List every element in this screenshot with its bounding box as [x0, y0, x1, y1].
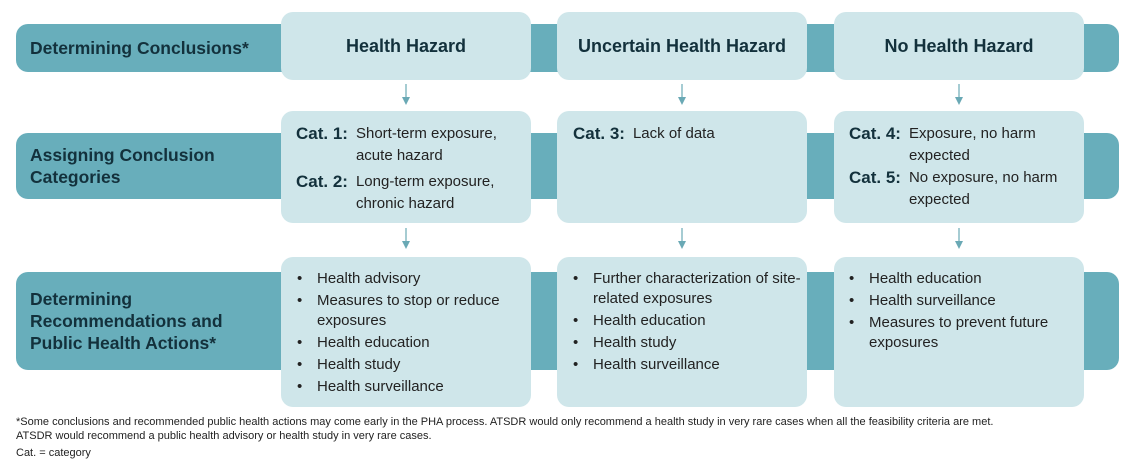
row-label-conclusions: Determining Conclusions*	[30, 38, 249, 58]
category-1-text: Short-term exposure, acute hazard	[355, 125, 497, 164]
category-2-key: Cat. 2:	[296, 172, 348, 191]
list-item: • Health study	[293, 355, 525, 375]
row-label-categories: Assigning Conclusion Categories	[30, 145, 215, 187]
category-3-key: Cat. 3:	[573, 124, 625, 143]
footnote-line-2: ATSDR would recommend a public health advisory or health study in very rare cases.	[16, 430, 432, 442]
category-3	[573, 123, 798, 145]
actions-list-no-hazard	[845, 269, 1077, 355]
category-1-key: Cat. 1:	[296, 124, 348, 143]
list-item: • Further characterization of site-related exposures	[569, 269, 801, 309]
list-item: • Health study	[569, 333, 801, 353]
list-item: • Health education	[293, 333, 525, 353]
list-item: • Health education	[569, 311, 801, 331]
down-arrow-icon	[677, 228, 687, 250]
down-arrow-icon	[954, 84, 964, 106]
list-item: • Health education	[845, 269, 1077, 289]
list-item: • Health surveillance	[845, 291, 1077, 311]
category-5-text: No exposure, no harm expected	[908, 169, 1058, 208]
category-4-key: Cat. 4:	[849, 124, 901, 143]
category-2	[296, 171, 521, 215]
column-title-uncertain-hazard: Uncertain Health Hazard	[577, 35, 787, 56]
list-item: • Health surveillance	[293, 377, 525, 397]
down-arrow-icon	[401, 228, 411, 250]
column-title-no-hazard: No Health Hazard	[884, 35, 1034, 56]
category-4	[849, 123, 1074, 167]
category-5-key: Cat. 5:	[849, 168, 901, 187]
category-1	[296, 123, 521, 167]
category-2-text: Long-term exposure, chronic hazard	[355, 173, 495, 212]
category-4-text: Exposure, no harm expected	[908, 125, 1036, 164]
list-item: • Health advisory	[293, 269, 525, 289]
list-item: • Measures to prevent future exposures	[845, 313, 1077, 353]
category-5	[849, 167, 1074, 211]
column-title-health-hazard: Health Hazard	[345, 35, 467, 56]
category-3-text: Lack of data	[632, 125, 715, 142]
footnote-line-1: *Some conclusions and recommended public health actions may come early in the PHA process. ATSDR would only recommend a health study in very rare cases when all the feasibility criteria are met.	[16, 416, 994, 428]
list-item: • Measures to stop or reduce exposures	[293, 291, 525, 331]
actions-list-health-hazard	[293, 269, 525, 399]
down-arrow-icon	[954, 228, 964, 250]
down-arrow-icon	[677, 84, 687, 106]
list-item: • Health surveillance	[569, 355, 801, 375]
footnote-line-3: Cat. = category	[16, 447, 91, 459]
row-label-recommendations: Determining Recommendations and Public Health Actions*	[30, 289, 223, 353]
down-arrow-icon	[401, 84, 411, 106]
actions-list-uncertain-hazard	[569, 269, 801, 377]
